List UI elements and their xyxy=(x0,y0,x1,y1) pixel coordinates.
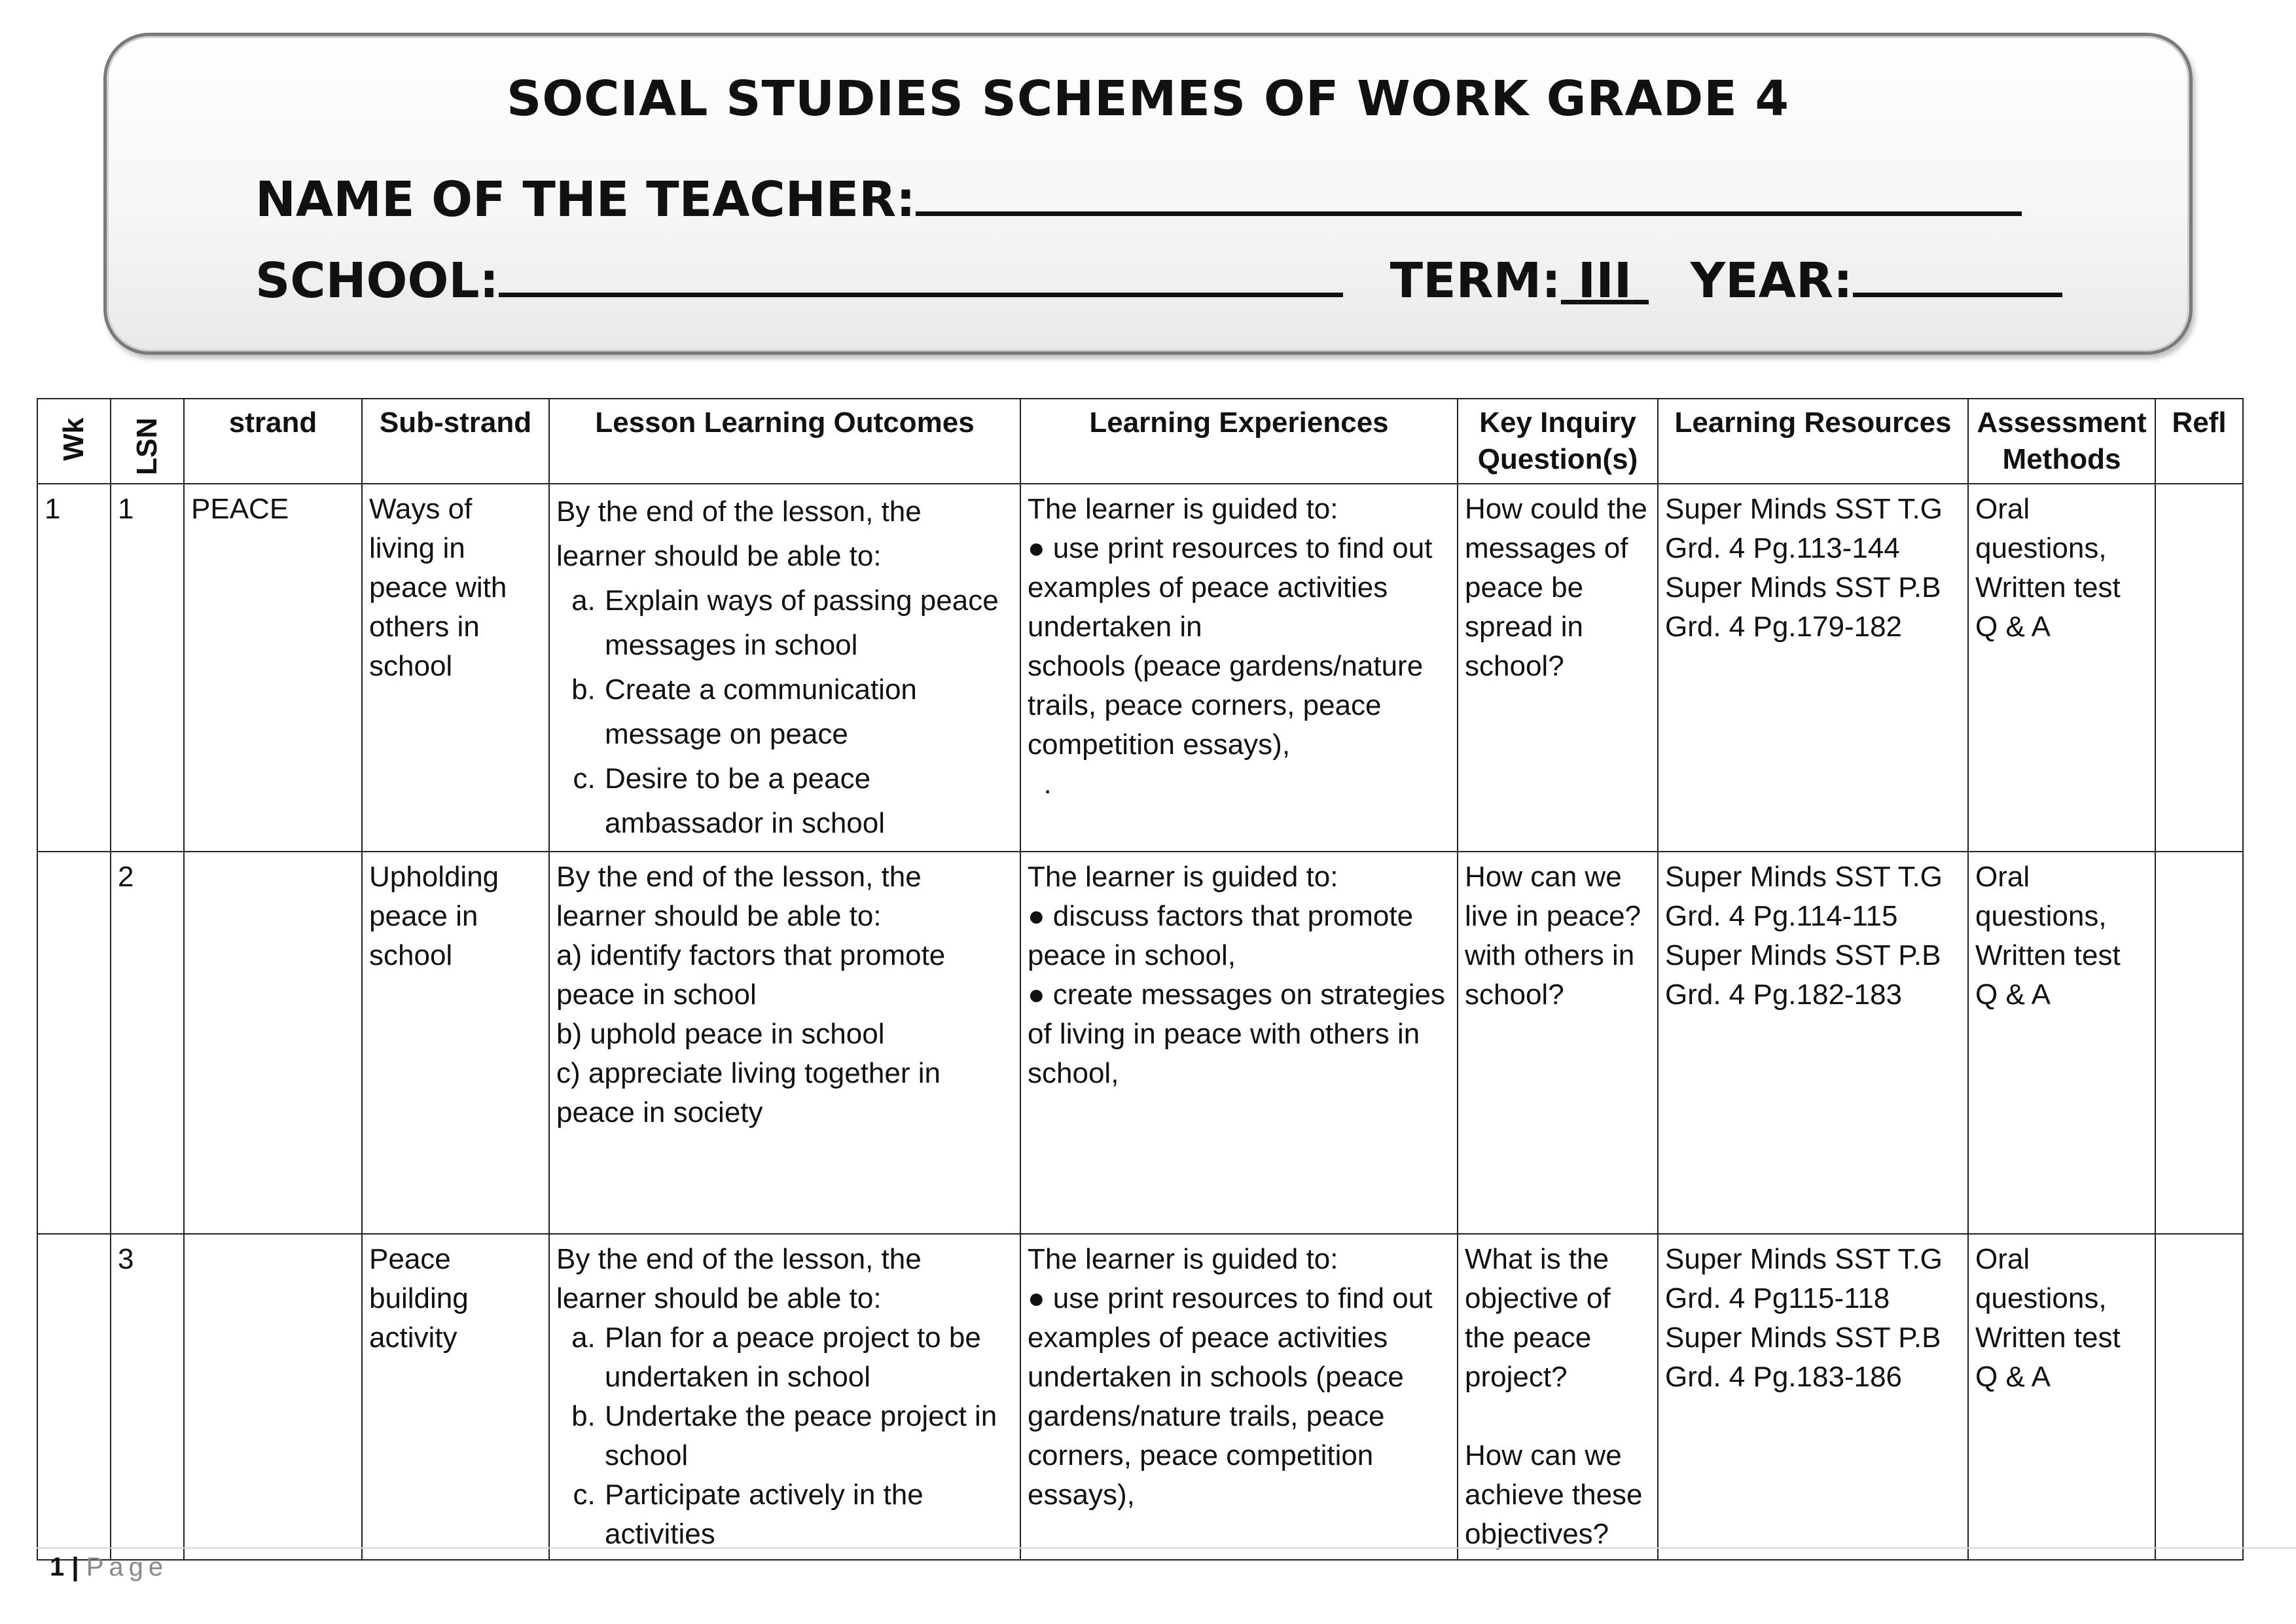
cell-wk xyxy=(37,852,111,1234)
cell-wk xyxy=(37,1234,111,1560)
cell-assessment xyxy=(1968,852,2155,1234)
header-strand: strand xyxy=(184,399,362,484)
resource-item: Super Minds SST P.B Grd. 4 Pg.183-186 xyxy=(1665,1322,1941,1393)
cell-substrand: Peace building activity xyxy=(362,1234,549,1560)
footer-separator: | xyxy=(71,1553,79,1581)
cell-experiences xyxy=(1020,484,1458,852)
cell-assessment xyxy=(1968,1234,2155,1560)
teacher-line xyxy=(255,171,2022,228)
outcomes-intro: By the end of the lesson, the learner should be able to: xyxy=(556,861,922,932)
header-experiences: Learning Experiences xyxy=(1020,399,1458,484)
scheme-table xyxy=(37,398,2244,1561)
experience-line: ● use print resources to find out examples of peace activities undertaken in xyxy=(1028,532,1433,643)
cell-inquiry xyxy=(1458,1234,1658,1560)
document-title: SOCIAL STUDIES SCHEMES OF WORK GRADE 4 xyxy=(506,71,1790,127)
resource-item: Super Minds SST T.G Grd. 4 Pg.113-144 xyxy=(1665,493,1943,564)
cell-strand xyxy=(184,1234,362,1560)
table-row xyxy=(37,852,2243,1234)
outcomes-intro: By the end of the lesson, the learner should be able to: xyxy=(556,496,922,572)
cell-inquiry: How can we live in peace? with others in school? xyxy=(1458,852,1658,1234)
cell-outcomes xyxy=(549,484,1020,852)
cell-substrand: Ways of living in peace with others in school xyxy=(362,484,549,852)
header-resources: Learning Resources xyxy=(1658,399,1968,484)
header-wk: Wk xyxy=(37,399,111,484)
inquiry-question: How can we achieve these objectives? xyxy=(1465,1439,1643,1550)
cell-resources xyxy=(1658,1234,1968,1560)
cell-lsn: 3 xyxy=(111,1234,184,1560)
experience-line: The learner is guided to: xyxy=(1028,493,1338,525)
school-label: SCHOOL: xyxy=(255,253,499,309)
cell-strand xyxy=(184,852,362,1234)
header-substrand: Sub-strand xyxy=(362,399,549,484)
header-lsn: LSN xyxy=(111,399,184,484)
outcome-item: c) appreciate living together in peace in society xyxy=(556,1057,941,1128)
outcome-item: a) identify factors that promote peace in school xyxy=(556,939,946,1011)
year-label: YEAR: xyxy=(1690,253,1853,309)
table-header-row xyxy=(37,399,2243,484)
cell-resources xyxy=(1658,852,1968,1234)
outcomes-intro: By the end of the lesson, the learner should be able to: xyxy=(556,1243,922,1314)
outcome-item: c. Participate actively in the activities xyxy=(603,1475,1013,1554)
assessment-item: Written test xyxy=(1975,571,2121,604)
assessment-item: Q & A xyxy=(1975,979,2051,1011)
cell-outcomes xyxy=(549,1234,1020,1560)
outcome-item: a. Plan for a peace project to be undertaken in school xyxy=(603,1318,1013,1397)
cell-wk: 1 xyxy=(37,484,111,852)
cell-lsn: 2 xyxy=(111,852,184,1234)
resource-item: Super Minds SST T.G Grd. 4 Pg.114-115 xyxy=(1665,861,1943,932)
cell-inquiry: How could the messages of peace be spread in school? xyxy=(1458,484,1658,852)
experience-line: ● discuss factors that promote peace in school, xyxy=(1028,900,1414,971)
outcome-item: b. Create a communication message on peace xyxy=(603,668,1013,757)
page-footer xyxy=(50,1553,168,1582)
term-value: III xyxy=(1577,253,1632,309)
school-blank xyxy=(499,286,1343,297)
experience-line: The learner is guided to: xyxy=(1028,861,1338,893)
year-blank xyxy=(1853,286,2062,297)
header-inquiry: Key Inquiry Question(s) xyxy=(1458,399,1658,484)
resource-item: Super Minds SST T.G Grd. 4 Pg115-118 xyxy=(1665,1243,1943,1314)
outcomes-list xyxy=(556,579,1013,846)
cell-substrand: Upholding peace in school xyxy=(362,852,549,1234)
assessment-item: Written test xyxy=(1975,939,2121,971)
school-term-year-line xyxy=(255,253,2062,309)
cell-experiences xyxy=(1020,1234,1458,1560)
table-row xyxy=(37,1234,2243,1560)
cell-experiences xyxy=(1020,852,1458,1234)
header-outcomes: Lesson Learning Outcomes xyxy=(549,399,1020,484)
experience-line: ● create messages on strategies of living in peace with others in school, xyxy=(1028,979,1445,1089)
outcome-item: b) uphold peace in school xyxy=(556,1018,885,1050)
assessment-item: Q & A xyxy=(1975,611,2051,643)
table-row xyxy=(37,484,2243,852)
assessment-item: Oral questions, xyxy=(1975,493,2107,564)
outcome-item: c. Desire to be a peace ambassador in school xyxy=(603,757,1013,846)
teacher-blank xyxy=(916,205,2022,216)
assessment-item: Oral questions, xyxy=(1975,1243,2107,1314)
assessment-item: Q & A xyxy=(1975,1361,2051,1393)
experience-line: ● use print resources to find out examples of peace activities undertaken in schools (peace gardens/nature trails, peace corners, peace competition essays), xyxy=(1028,1282,1433,1511)
cell-refl xyxy=(2155,852,2243,1234)
cell-refl xyxy=(2155,484,2243,852)
assessment-item: Written test xyxy=(1975,1322,2121,1354)
cell-outcomes xyxy=(549,852,1020,1234)
experience-line: schools (peace gardens/nature trails, peace corners, peace competition essays), xyxy=(1028,650,1424,761)
header-assessment: Assessment Methods xyxy=(1968,399,2155,484)
cell-strand: PEACE xyxy=(184,484,362,852)
resource-item: Super Minds SST P.B Grd. 4 Pg.179-182 xyxy=(1665,571,1941,643)
assessment-item: Oral questions, xyxy=(1975,861,2107,932)
cell-resources xyxy=(1658,484,1968,852)
outcome-item: b. Undertake the peace project in school xyxy=(603,1397,1013,1475)
header-refl: Refl xyxy=(2155,399,2243,484)
term-label: TERM: xyxy=(1390,253,1561,309)
experience-line: . xyxy=(1028,768,1052,800)
cell-lsn: 1 xyxy=(111,484,184,852)
outcome-item: a. Explain ways of passing peace messages in school xyxy=(603,579,1013,668)
teacher-label: NAME OF THE TEACHER: xyxy=(255,171,916,228)
experience-line: The learner is guided to: xyxy=(1028,1243,1338,1275)
resource-item: Super Minds SST P.B Grd. 4 Pg.182-183 xyxy=(1665,939,1941,1011)
outcomes-list xyxy=(556,1318,1013,1554)
inquiry-question: What is the objective of the peace project? xyxy=(1465,1243,1611,1393)
footer-divider xyxy=(37,1547,2296,1549)
cell-assessment xyxy=(1968,484,2155,852)
page-label: Page xyxy=(86,1553,169,1581)
page-number: 1 xyxy=(50,1553,65,1581)
cell-refl xyxy=(2155,1234,2243,1560)
